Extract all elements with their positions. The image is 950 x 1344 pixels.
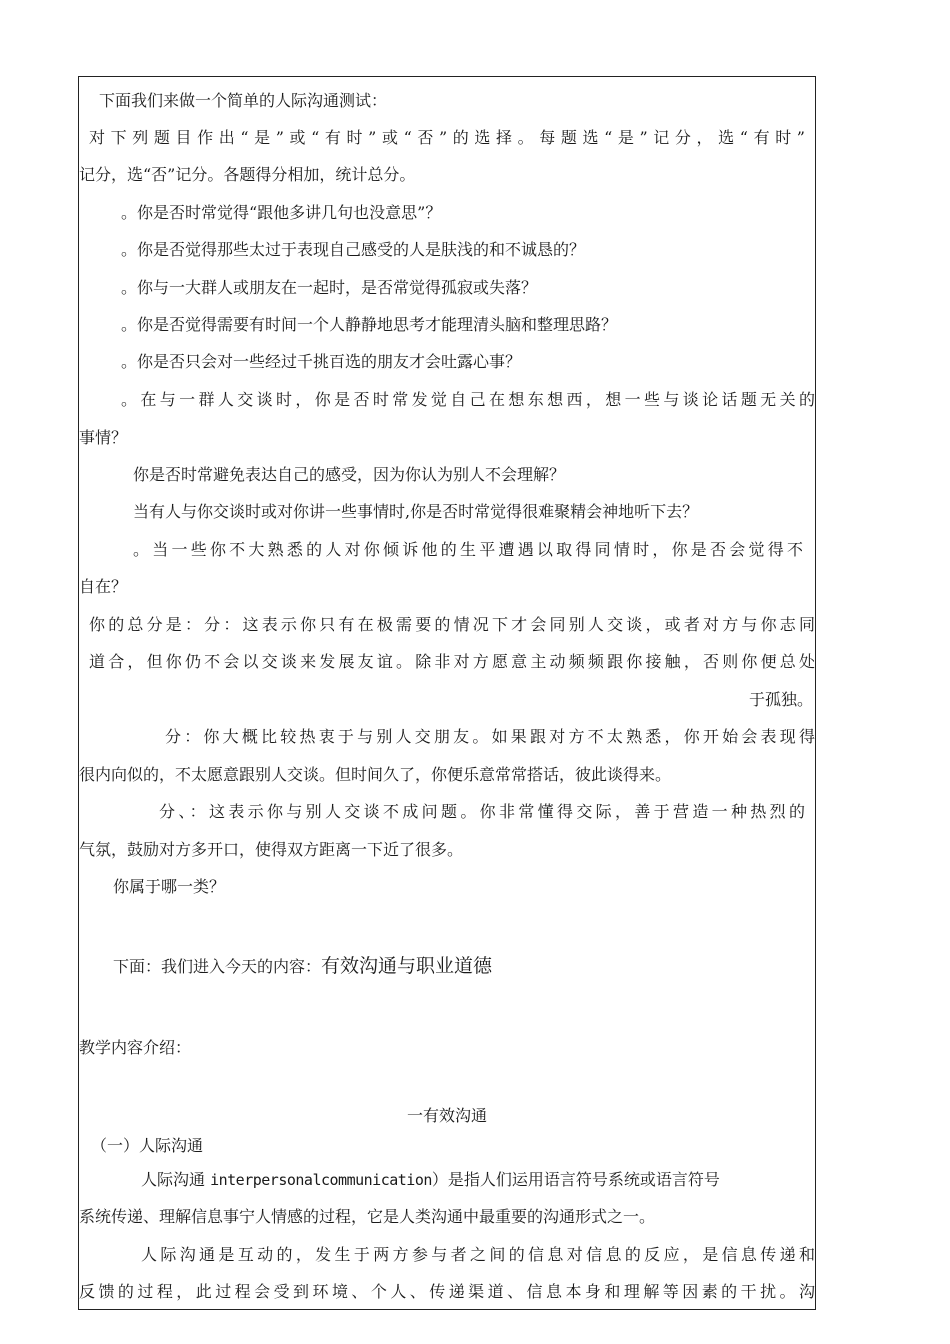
- score-3-line-1: 分、：这表示你与别人交谈不成问题。你非常懂得交际，善于营造一种热烈的: [159, 802, 805, 821]
- question-5: 。你是否只会对一些经过千挑百选的朋友才会吐露心事？: [121, 352, 522, 371]
- document-frame: [78, 76, 816, 1310]
- question-1: 。你是否时常觉得“跟他多讲几句也没意思”？: [121, 203, 442, 222]
- subsection-title: （一）人际沟通: [91, 1136, 204, 1155]
- paragraph-2-line-2: 反馈的过程，此过程会受到环境、个人、传递渠道、信息本身和理解等因素的干扰。沟: [79, 1282, 815, 1301]
- question-9-line-1: 。当一些你不大熟悉的人对你倾诉他的生平遭遇以取得同情时，你是否会觉得不: [133, 540, 803, 559]
- next-topic-title: 有效沟通与职业道德: [321, 955, 493, 977]
- question-2: 。你是否觉得那些太过于表现自己感受的人是肤浅的和不诚恳的？: [121, 240, 586, 259]
- content-intro: 教学内容介绍：: [79, 1038, 192, 1057]
- score-1-line-1: 你的总分是：分：这表示你只有在极需要的情况下才会同别人交谈，或者对方与你志同: [89, 615, 815, 634]
- next-topic-prefix: 下面：我们进入今天的内容：: [113, 957, 322, 976]
- question-3: 。你与一大群人或朋友在一起时，是否常觉得孤寂或失落？: [121, 278, 538, 297]
- instruction-line-1: 对下列题目作出“是”或“有时”或“否”的选择。每题选“是”记分，选“有时”: [89, 128, 805, 147]
- section-title: 一有效沟通: [406, 1106, 487, 1125]
- paragraph-2-line-1: 人际沟通是互动的，发生于两方参与者之间的信息对信息的反应，是信息传递和: [141, 1245, 815, 1264]
- next-topic-line: [113, 954, 492, 979]
- question-6-line-1: 。在与一群人交谈时，你是否时常发觉自己在想东想西，想一些与谈论话题无关的: [121, 390, 815, 409]
- p1-prefix: 人际沟通: [141, 1170, 211, 1189]
- score-1-line-2: 道合，但你仍不会以交谈来发展友谊。除非对方愿意主动频频跟你接触，否则你便总处: [89, 652, 815, 671]
- question-8: 当有人与你交谈时或对你讲一些事情时,你是否时常觉得很难聚精会神地听下去？: [133, 502, 699, 521]
- score-2-line-2: 很内向似的，不太愿意跟别人交谈。但时间久了，你便乐意常常搭话，彼此谈得来。: [79, 765, 672, 784]
- score-2-line-1: 分：你大概比较热衷于与别人交朋友。如果跟对方不太熟悉，你开始会表现得: [165, 727, 815, 746]
- instruction-line-2: 记分，选“否”记分。各题得分相加，统计总分。: [79, 165, 416, 184]
- question-6-line-2: 事情？: [79, 428, 128, 447]
- question-9-line-2: 自在？: [79, 577, 128, 596]
- p1-suffix: ）是指人们运用语言符号系统或语言符号: [431, 1170, 720, 1189]
- score-3-line-2: 气氛，鼓励对方多开口，使得双方距离一下近了很多。: [79, 840, 464, 859]
- question-4: 。你是否觉得需要有时间一个人静静地思考才能理清头脑和整理思路？: [121, 315, 618, 334]
- p1-english-term: interpersonalcommunication: [210, 1171, 432, 1189]
- paragraph-1-line-2: 系统传递、理解信息事宁人情感的过程，它是人类沟通中最重要的沟通形式之一。: [79, 1207, 656, 1226]
- score-1-line-3: 于孤独。: [748, 690, 813, 709]
- question-7: 你是否时常避免表达自己的感受，因为你认为别人不会理解？: [133, 465, 566, 484]
- paragraph-1-line-1: [141, 1168, 720, 1192]
- intro-line: 下面我们来做一个简单的人际沟通测试：: [99, 91, 388, 110]
- question-which-type: 你属于哪一类？: [113, 877, 226, 896]
